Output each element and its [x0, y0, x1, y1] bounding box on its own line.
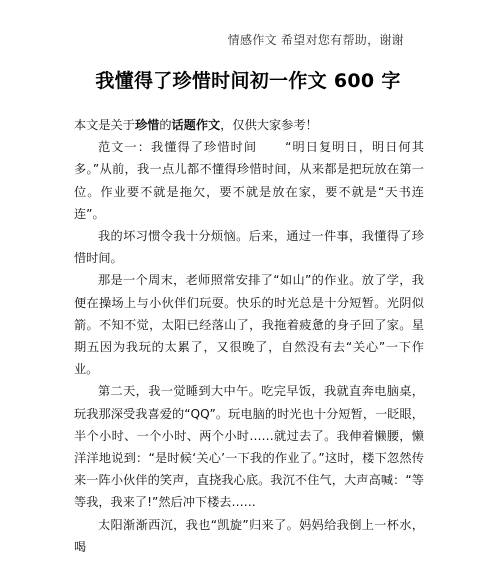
section-heading: 范文一：我懂得了珍惜时间 [98, 140, 258, 155]
paragraph-5: 太阳渐渐西沉，我也“凯旋”归来了。妈妈给我倒上一杯水，喝 [74, 517, 424, 554]
paragraph-1-text: “明日复明日，明日何其多。”从前，我一点儿都不懂得珍惜时间，从来都是把玩放在第一位。作业要不就是拖欠，要不就是放在家，要不就是“天书连连”。 [74, 140, 424, 221]
paragraph-2: 我的坏习惯令我十分烦恼。后来，通过一件事，我懂得了珍惜时间。 [74, 229, 424, 266]
paragraph-1 [74, 136, 424, 225]
document-body [74, 114, 424, 558]
document-title: 我懂得了珍惜时间初一作文 600 字 [95, 70, 401, 92]
intro-suffix: ，仅供大家参考！ [220, 118, 318, 132]
header-tagline: 情感作文 希望对您有帮助，谢谢 [227, 33, 404, 47]
intro-middle: 的 [159, 118, 172, 132]
intro-keyword-1: 珍惜 [134, 118, 160, 132]
paragraph-4: 第二天，我一觉睡到大中午。吃完早饭，我就直奔电脑桌，玩我那深受我喜爱的“QQ”。玩电脑的时光也十分短暂，一眨眼，半个小时、一个小时、两个小时……就过去了。我伸着懒腰，懒洋洋地说到：“是时候‘关心’一下我的作业了。”这时，楼下忽然传来一阵小伙伴的笑声，直挠我心底。我沉不住气，大声高喊：“等等我，我来了!”然后冲下楼去…… [74, 384, 424, 510]
intro-keyword-2: 话题作文 [171, 118, 221, 132]
intro-prefix: 本文是关于 [74, 118, 135, 132]
intro-paragraph [74, 114, 424, 136]
paragraph-3: 那是一个周末，老师照常安排了“如山”的作业。放了学，我便在操场上与小伙伴们玩耍。快乐的时光总是十分短暂。光阴似箭。不知不觉，太阳已经落山了，我拖着疲惫的身子回了家。星期五因为我玩的太累了，又很晚了，自然没有去“关心”一下作业。 [74, 273, 424, 377]
